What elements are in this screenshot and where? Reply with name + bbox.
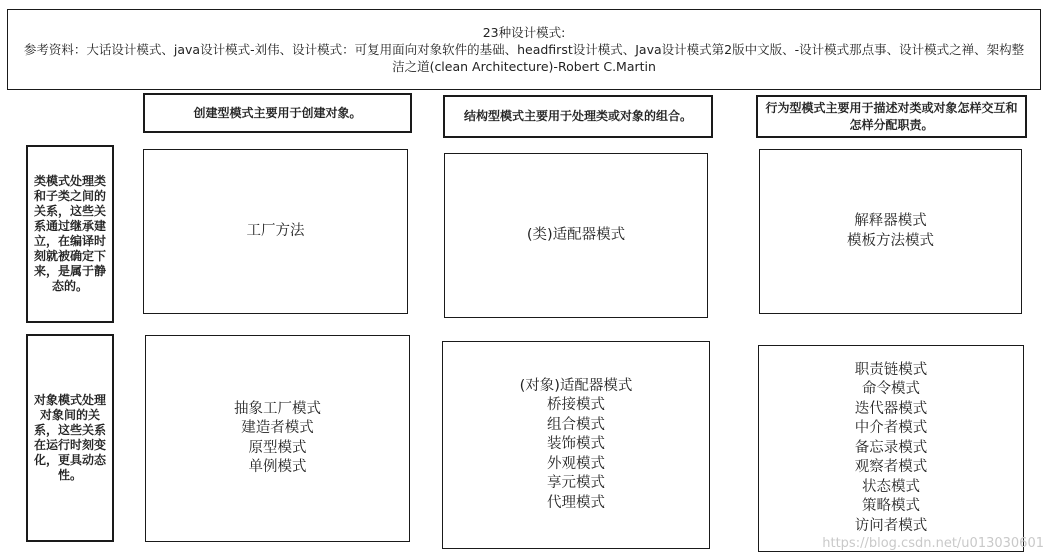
row-label-object-text: 对象模式处理对象间的关系，这些关系在运行时刻变化，更具动态性。 [33, 393, 106, 482]
diagram-title-box [7, 9, 1041, 90]
pattern-bridge: 桥接模式 [547, 397, 605, 414]
pattern-iterator: 迭代器模式 [854, 400, 928, 417]
pattern-memento: 备忘录模式 [854, 439, 928, 456]
pattern-builder: 建造者模式 [241, 420, 314, 436]
pattern-strategy: 策略模式 [862, 498, 920, 515]
row-label-object [26, 334, 114, 542]
pattern-decorator: 装饰模式 [547, 436, 605, 453]
pattern-composite: 组合模式 [547, 416, 605, 433]
pattern-state: 状态模式 [862, 478, 920, 495]
header-structural [443, 95, 713, 138]
header-behavioral [756, 95, 1027, 138]
watermark: https://blog.csdn.net/u013030601 [822, 536, 1044, 551]
cell-object-structural [442, 341, 710, 549]
row-label-class [26, 145, 114, 323]
header-creational-text: 创建型模式主要用于创建对象。 [193, 105, 362, 120]
pattern-mediator: 中介者模式 [854, 420, 928, 437]
diagram-title: 23种设计模式: [482, 25, 566, 40]
pattern-facade: 外观模式 [547, 455, 605, 472]
pattern-object-adapter: (对象)适配器模式 [519, 377, 633, 394]
cell-object-creational [145, 335, 410, 542]
header-structural-text: 结构型模式主要用于处理类或对象的组合。 [463, 109, 692, 123]
pattern-chain-of-responsibility: 职责链模式 [854, 361, 928, 378]
pattern-abstract-factory: 抽象工厂模式 [234, 400, 321, 417]
header-behavioral-text: 行为型模式主要用于描述对类或对象怎样交互和怎样分配职责。 [765, 100, 1018, 132]
header-creational [143, 93, 412, 133]
pattern-observer: 观察者模式 [854, 459, 928, 476]
pattern-command: 命令模式 [862, 381, 920, 398]
pattern-singleton: 单例模式 [248, 459, 307, 475]
pattern-interpreter: 解释器模式 [854, 213, 927, 229]
pattern-class-adapter: (类)适配器模式 [526, 226, 626, 243]
row-label-class-text: 类模式处理类和子类之间的关系，这些关系通过继承建立，在编译时刻就被确定下来，是属于静态的。 [33, 174, 106, 293]
pattern-proxy: 代理模式 [547, 494, 605, 511]
pattern-factory-method: 工厂方法 [246, 222, 305, 239]
pattern-flyweight: 享元模式 [547, 475, 605, 492]
reference-list: 参考资料：大话设计模式、java设计模式-刘伟、设计模式：可复用面向对象软件的基础、headfirst设计模式、Java设计模式第2版中文版、-设计模式那点事、设计模式之禅、架构整洁之道(clean Architecture)-Robert C.Martin [23, 42, 1025, 74]
cell-class-behavioral [759, 149, 1022, 314]
pattern-prototype: 原型模式 [248, 439, 307, 456]
cell-class-creational [143, 149, 408, 314]
pattern-template-method: 模板方法模式 [847, 232, 934, 249]
pattern-visitor: 访问者模式 [854, 517, 928, 534]
cell-class-structural [444, 153, 708, 318]
cell-object-behavioral [758, 345, 1024, 552]
